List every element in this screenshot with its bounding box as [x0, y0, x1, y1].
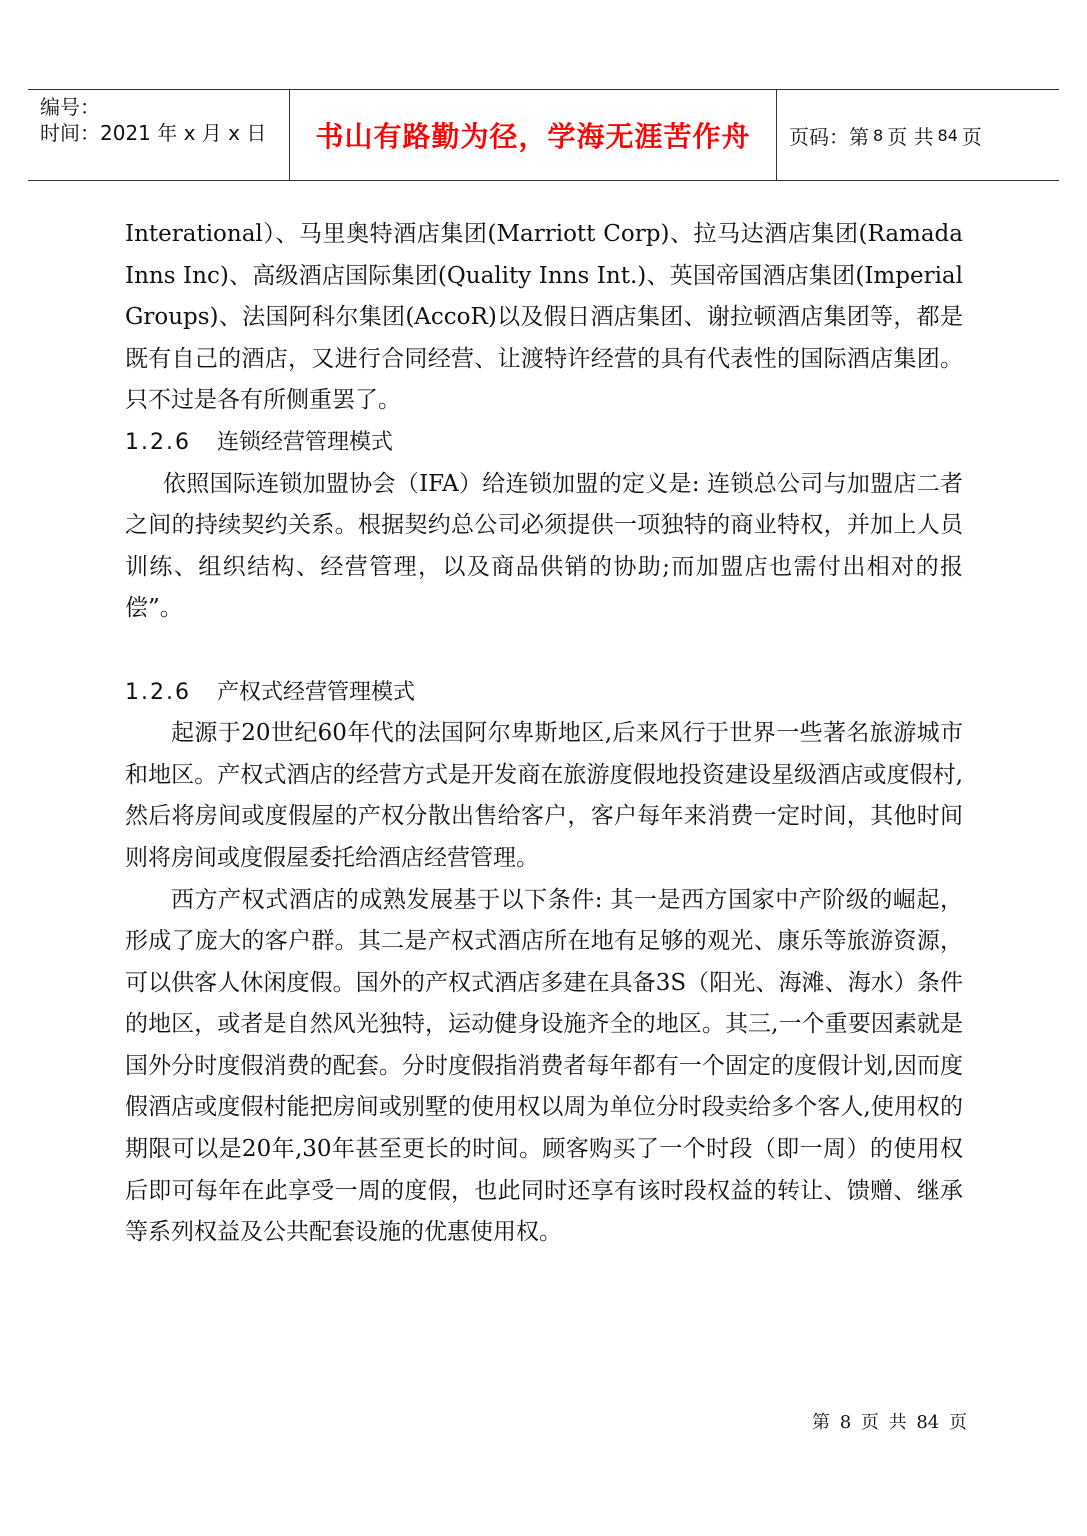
paragraph-hotel-groups: Interational）、马里奥特酒店集团(Marriott Corp)、拉马达酒店集团(Ramada Inns Inc)、高级酒店国际集团(Quality Inns Int.)、英国帝国酒店集团(Imperial Groups)、法国阿科尔集团(AccoR)以及假日酒店集团、谢拉顿酒店集团等，都是既有自己的酒店，又进行合同经营、让渡特许经营的具有代表性的国际酒店集团。只不过是各有所侧重罢了。	[125, 221, 963, 414]
header-page-info	[777, 90, 1059, 180]
page-footer: 第 8 页 共 84 页	[812, 1412, 967, 1433]
section-title: 产权式经营管理模式	[216, 679, 415, 705]
page-current: 8	[873, 125, 884, 145]
paragraph-gap	[125, 630, 963, 672]
page-suffix: 页	[961, 124, 982, 149]
paragraph-property-conditions: 西方产权式酒店的成熟发展基于以下条件: 其一是西方国家中产阶级的崛起，形成了庞大的客户群。其二是产权式酒店所在地有足够的观光、康乐等旅游资源，可以供客人休闲度假。国外的产权式酒店多建在具备3S（阳光、海滩、海水）条件的地区，或者是自然风光独特，运动健身设施齐全的地区。其三,一个重要因素就是国外分时度假消费的配套。分时度假指消费者每年都有一个固定的度假计划,因而度假酒店或度假村能把房间或别墅的使用权以周为单位分时段卖给多个客人,使用权的期限可以是20年,30年甚至更长的时间。顾客购买了一个时段（即一周）的使用权后即可每年在此享受一周的度假，也此同时还享有该时段权益的转让、馈赠、继承等系列权益及公共配套设施的优惠使用权。	[125, 886, 963, 1246]
page-prefix: 页码：第	[789, 124, 869, 149]
section-heading-property	[125, 672, 963, 714]
paragraph-property-origin: 起源于20世纪60年代的法国阿尔卑斯地区,后来风行于世界一些著名旅游城市和地区。产权式酒店的经营方式是开发商在旅游度假地投资建设星级酒店或度假村,然后将房间或度假屋的产权分散出售给客户，客户每年来消费一定时间，其他时间则将房间或度假屋委托给酒店经营管理。	[125, 720, 963, 871]
header-motto: 书山有路勤为径，学海无涯苦作舟	[290, 90, 777, 180]
section-number: 1.2.6	[125, 679, 191, 705]
document-time-label: 时间：2021 年 x 月 x 日	[40, 121, 267, 145]
section-title: 连锁经营管理模式	[216, 429, 393, 455]
page-header	[28, 89, 1059, 181]
document-body	[125, 214, 963, 1254]
document-number-label: 编号：	[40, 95, 100, 119]
page-mid: 页 共	[887, 124, 934, 149]
header-meta	[28, 90, 290, 180]
section-heading-chain	[125, 422, 963, 464]
page-total: 84	[937, 125, 958, 145]
paragraph-chain-definition: 依照国际连锁加盟协会（IFA）给连锁加盟的定义是: 连锁总公司与加盟店二者之间的持续契约关系。根据契约总公司必须提供一项独特的商业特权，并加上人员训练、组织结构、经营管理，以及商品供销的协助;而加盟店也需付出相对的报偿”。	[125, 470, 963, 622]
section-number: 1.2.6	[125, 429, 191, 455]
